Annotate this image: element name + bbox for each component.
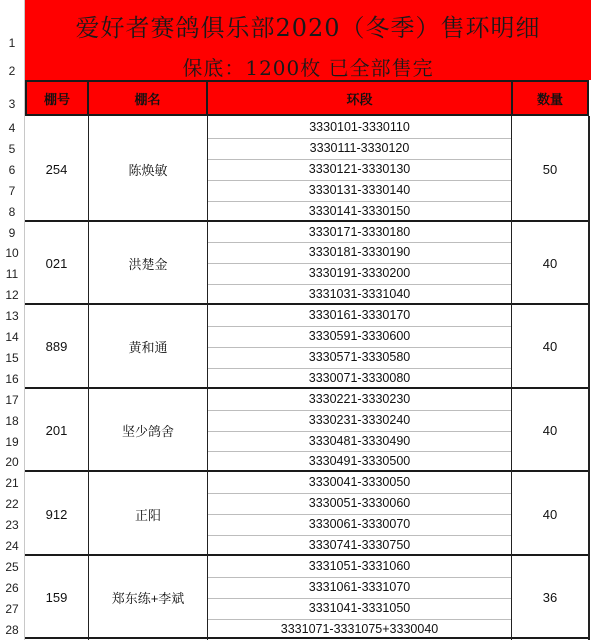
row-divider bbox=[207, 201, 512, 202]
row-number[interactable]: 14 bbox=[5, 330, 19, 344]
row-divider bbox=[207, 242, 512, 243]
row-divider bbox=[207, 493, 512, 494]
header-pen-no[interactable]: 棚号 bbox=[25, 80, 89, 116]
qty-cell[interactable]: 50 bbox=[542, 161, 558, 177]
row-number[interactable]: 15 bbox=[5, 350, 19, 365]
ring-range-cell[interactable]: 3330491-3330500 bbox=[308, 454, 411, 469]
row-divider bbox=[207, 326, 512, 327]
row-number[interactable]: 18 bbox=[5, 413, 19, 428]
row-number[interactable]: 2 bbox=[8, 64, 16, 78]
row-number[interactable]: 26 bbox=[5, 580, 19, 595]
row-number[interactable]: 23 bbox=[5, 518, 19, 533]
pen-no-cell[interactable]: 201 bbox=[45, 422, 68, 438]
qty-cell[interactable]: 40 bbox=[542, 422, 558, 438]
ring-range-cell[interactable]: 3331031-3331040 bbox=[308, 287, 411, 302]
row-number[interactable]: 21 bbox=[5, 476, 19, 491]
row-number[interactable]: 25 bbox=[5, 559, 19, 574]
row-number[interactable]: 22 bbox=[5, 497, 19, 512]
ring-range-cell[interactable]: 3330051-3330060 bbox=[308, 496, 411, 511]
ring-range-cell[interactable]: 3330481-3330490 bbox=[308, 433, 411, 448]
qty-cell[interactable]: 40 bbox=[542, 255, 558, 271]
row-divider bbox=[207, 138, 512, 139]
ring-range-cell[interactable]: 3330111-3330120 bbox=[309, 140, 410, 155]
ring-range-cell[interactable]: 3330191-3330200 bbox=[308, 266, 411, 281]
row-divider bbox=[207, 368, 512, 369]
pen-no-cell[interactable]: 159 bbox=[45, 590, 68, 606]
row-number[interactable]: 7 bbox=[8, 183, 16, 198]
ring-range-cell[interactable]: 3331071-3331075+3330040 bbox=[280, 621, 439, 636]
row-divider bbox=[207, 619, 512, 620]
pen-name-cell[interactable]: 黄和通 bbox=[128, 340, 168, 356]
pen-no-cell[interactable]: 889 bbox=[45, 339, 68, 355]
row-number[interactable]: 27 bbox=[5, 601, 19, 616]
qty-cell[interactable]: 40 bbox=[542, 506, 558, 522]
row-number[interactable]: 17 bbox=[5, 392, 19, 407]
ring-range-cell[interactable]: 3330121-3330130 bbox=[308, 161, 411, 176]
row-number[interactable]: 8 bbox=[8, 204, 16, 219]
row-divider bbox=[207, 410, 512, 411]
row-number[interactable]: 20 bbox=[5, 455, 19, 470]
row-number[interactable]: 11 bbox=[5, 267, 19, 282]
row-divider bbox=[207, 598, 512, 599]
pen-name-cell[interactable]: 陈焕敏 bbox=[128, 162, 168, 178]
ring-range-cell[interactable]: 3330591-3330600 bbox=[308, 329, 411, 343]
header-qty[interactable]: 数量 bbox=[511, 80, 589, 116]
ring-range-cell[interactable]: 3330741-3330750 bbox=[308, 538, 411, 552]
row-divider bbox=[207, 535, 512, 536]
row-number[interactable]: 1 bbox=[8, 36, 16, 50]
row-number[interactable]: 28 bbox=[5, 622, 19, 637]
row-divider bbox=[207, 180, 512, 181]
row-number-column bbox=[0, 0, 25, 640]
header-rings[interactable]: 环段 bbox=[206, 80, 513, 116]
row-number[interactable]: 9 bbox=[8, 225, 16, 240]
row-number[interactable]: 24 bbox=[5, 539, 19, 553]
column-divider bbox=[511, 116, 512, 640]
row-number[interactable]: 10 bbox=[5, 246, 19, 261]
row-number[interactable]: 3 bbox=[8, 97, 16, 111]
page-subtitle: 保底：1200枚 已全部售完 bbox=[182, 56, 434, 80]
ring-range-cell[interactable]: 3331061-3331070 bbox=[308, 579, 411, 594]
pen-name-cell[interactable]: 坚少鸽舍 bbox=[121, 423, 174, 439]
ring-range-cell[interactable]: 3330141-3330150 bbox=[308, 203, 411, 218]
ring-range-cell[interactable]: 3330171-3330180 bbox=[308, 224, 411, 239]
ring-range-cell[interactable]: 3330181-3330190 bbox=[308, 245, 411, 260]
row-divider bbox=[207, 347, 512, 348]
column-divider bbox=[207, 116, 208, 640]
pen-no-cell[interactable]: 021 bbox=[45, 255, 68, 271]
row-number[interactable]: 5 bbox=[8, 141, 16, 156]
page-title: 爱好者赛鸽俱乐部2020（冬季）售环明细 bbox=[75, 14, 541, 42]
row-number[interactable]: 16 bbox=[5, 371, 19, 386]
ring-range-cell[interactable]: 3330231-3330240 bbox=[308, 412, 411, 427]
column-divider bbox=[88, 116, 89, 640]
pen-name-cell[interactable]: 正阳 bbox=[134, 507, 161, 523]
row-divider bbox=[207, 284, 512, 285]
row-divider bbox=[207, 514, 512, 515]
row-divider bbox=[207, 431, 512, 432]
pen-name-cell[interactable]: 郑东练+李斌 bbox=[111, 591, 185, 607]
row-number[interactable]: 19 bbox=[5, 434, 19, 449]
row-number[interactable]: 13 bbox=[5, 309, 19, 324]
ring-range-cell[interactable]: 3331051-3331060 bbox=[308, 558, 411, 573]
pen-name-cell[interactable]: 洪楚金 bbox=[128, 256, 168, 272]
row-divider bbox=[207, 159, 512, 160]
row-number[interactable]: 6 bbox=[8, 162, 16, 177]
row-number[interactable]: 12 bbox=[5, 288, 19, 303]
ring-range-cell[interactable]: 3330571-3330580 bbox=[308, 349, 411, 364]
ring-range-cell[interactable]: 3330161-3330170 bbox=[308, 308, 411, 323]
header-pen-name[interactable]: 棚名 bbox=[87, 80, 208, 116]
row-number[interactable]: 4 bbox=[8, 121, 16, 135]
qty-cell[interactable]: 40 bbox=[542, 339, 558, 355]
ring-range-cell[interactable]: 3330071-3330080 bbox=[308, 370, 411, 385]
pen-no-cell[interactable]: 254 bbox=[45, 161, 68, 177]
ring-range-cell[interactable]: 3330101-3330110 bbox=[309, 120, 410, 134]
row-divider bbox=[207, 451, 512, 452]
ring-range-cell[interactable]: 3330041-3330050 bbox=[308, 475, 411, 490]
ring-range-cell[interactable]: 3331041-3331050 bbox=[308, 600, 411, 615]
qty-cell[interactable]: 36 bbox=[542, 590, 558, 606]
ring-range-cell[interactable]: 3330061-3330070 bbox=[308, 517, 411, 532]
ring-range-cell[interactable]: 3330131-3330140 bbox=[308, 182, 411, 197]
row-divider bbox=[207, 577, 512, 578]
ring-range-cell[interactable]: 3330221-3330230 bbox=[308, 391, 411, 406]
table-right-border bbox=[588, 116, 590, 640]
pen-no-cell[interactable]: 912 bbox=[45, 506, 68, 522]
row-divider bbox=[207, 263, 512, 264]
title-banner bbox=[25, 0, 591, 80]
